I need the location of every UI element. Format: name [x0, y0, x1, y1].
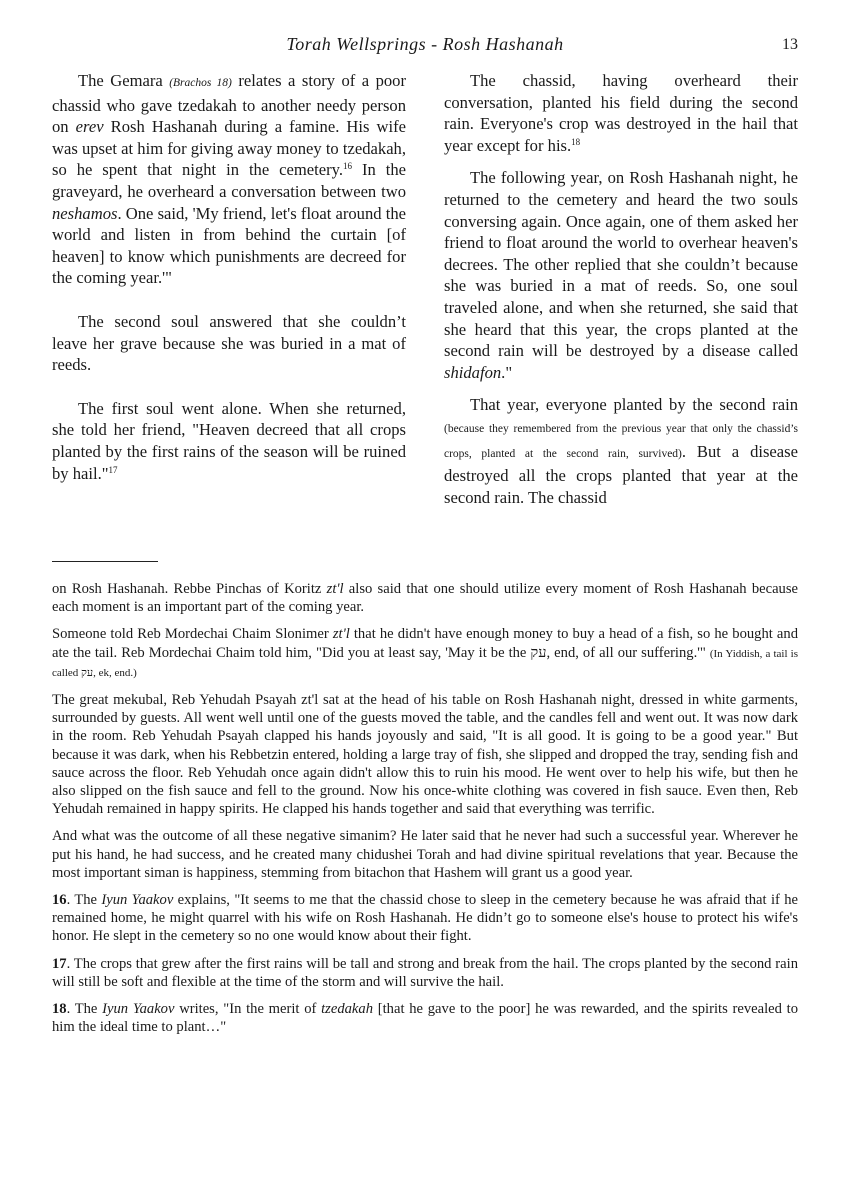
footnote-marker: 17: [108, 464, 118, 475]
footnotes: [52, 580, 798, 1045]
footnote-divider: [52, 561, 158, 562]
footnote-paragraph: The great mekubal, Reb Yehudah Psayah zt'l sat at the head of his table on Rosh Hashanah night, dressed in white garments, surrounded by guests. All went well until one of the guests moved the table, and the candles fell and went out. It was now dark in the room. Reb Yehudah Psayah clapped his hands joyously and said, "It is all good. It is going to be a good year." But because it was dark, when his Rebbetzin entered, holding a large tray of fish, she slipped and dropped the tray, sending fish and sauce across the floor. Reb Yehudah once again didn't allow this to ruin his mood. He went over to help his wife, but then he also slipped on the fish sauce and fell to the ground. Now his once-white clothing was covered in fish sauce. Even then, Reb Yehudah remained in happy spirits. He clapped his hands together and said that everything was terrific.: [52, 692, 798, 818]
term-erev: erev: [75, 117, 104, 137]
hebrew-word: עק: [530, 644, 547, 661]
paragraph: The first soul went alone. When she returned, she told her friend, "Heaven decreed that all crops planted by the first rains of the season will be ruined by hail."$^{17}$: [52, 398, 406, 483]
paragraph: The second soul answered that she couldn’t leave her grave because she was buried in a mat of reeds.: [52, 311, 406, 375]
footnote-number: 18: [52, 1001, 67, 1018]
footnote-paragraph: And what was the outcome of all these negative simanim? He later said that he never had such a successful year. Wherever he put his hand, he had success, and he created many chidushei Torah and had divine spiritual revelations that year. Because the most important siman is happiness, stemming from bitachon that Hashem will grant us a good year.: [52, 828, 798, 881]
footnote-number: 16: [52, 892, 67, 909]
footnote-paragraph: Someone told Reb Mordechai Chaim Slonimer zt'l that he didn't have enough money to buy a head of a fish, so he bought and ate the tail. Reb Mordechai Chaim told him, "Did you at least say, 'May it be the עק, end, of all our suffering.'" (In Yiddish, a tail is called עק, ek, end.): [52, 626, 798, 679]
page-header: [52, 34, 798, 58]
footnote-18: 18. The Iyun Yaakov writes, "In the merit of tzedakah [that he gave to the poor] he was rewarded, and the spirits revealed to him the ideal time to plant…": [52, 1001, 799, 1036]
paragraph: The following year, on Rosh Hashanah night, he returned to the cemetery and heard the two souls conversing again. Once again, one of them asked her friend to float around the world to overhear heaven's decrees. The other replied that she couldn’t because she was buried in a mat of reeds. So, one soul traveled alone, and when she returned, she said that she heard that this year, the crops planted at the second rain will be destroyed by a disease called shidafon.": [444, 168, 798, 382]
footnote-17: 17. The crops that grew after the first rains will be tall and strong and break from the hail. The crops planted by the second rain will still be soft and flexible at the time of the storm and will survive the hail.: [52, 955, 798, 990]
term-shidafon: shidafon: [444, 362, 502, 382]
left-column: [52, 70, 406, 495]
paragraph: That year, everyone planted by the second rain (because they remembered from the previous year that only the chassid’s crops, planted at the second rain, survived). But a disease destroyed all the crops planted that year at the second rain. The chassid: [444, 395, 798, 507]
footnote-continuation: on Rosh Hashanah. Rebbe Pinchas of Koritz zt'l also said that one should utilize every moment of Rosh Hashanah because each moment is an important part of the coming year.: [52, 581, 798, 616]
paragraph: The chassid, having overheard their conversation, planted his field during the second rain. Everyone's crop was destroyed in the hail that year except for his.$^{18}$: [444, 71, 798, 155]
page-number: 13: [782, 36, 798, 53]
right-column: [444, 70, 798, 519]
footnote-marker: 18: [571, 136, 581, 147]
parenthetical: (because they remembered from the previous year that only the chassid’s crops, planted at the second rain, survived): [444, 422, 798, 460]
yiddish-note: (In Yiddish, a tail is called עק, ek, end.): [52, 647, 798, 679]
footnote-16: 16. The Iyun Yaakov explains, "It seems to me that the chassid chose to sleep in the cemetery because he was afraid that if he remained home, he might quarrel with his wife on Rosh Hashanah. He didn’t go to someone else's house to protect his wife's honor. He slept in the cemetery so no one would know about their fight.: [52, 892, 799, 945]
footnote-number: 17: [52, 955, 67, 972]
running-title: Torah Wellsprings - Rosh Hashanah: [286, 34, 564, 54]
source-reference: (Brachos 18): [169, 77, 232, 89]
footnote-marker: 16: [343, 161, 353, 172]
paragraph: The Gemara (Brachos 18) relates a story of a poor chassid who gave tzedakah to another needy person on erev Rosh Hashanah during a famine. His wife was upset at him for giving away money to tzedakah, so he spent that night in the cemetery.$^{16}$ In the graveyard, he overheard a conversation between two neshamos. One said, 'My friend, let's float around the world and listen in from behind the curtain [of heaven] to know which punishments are decreed for the coming year.'": [52, 71, 406, 288]
term-neshamos: neshamos: [52, 203, 118, 223]
